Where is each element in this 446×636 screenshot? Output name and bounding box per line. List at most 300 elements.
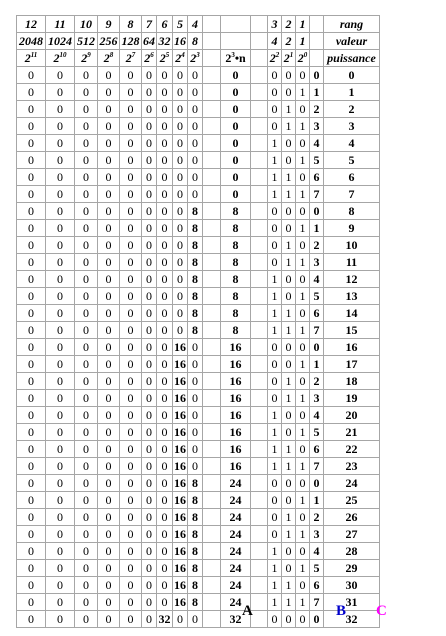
value-cell: 8 bbox=[188, 305, 203, 322]
column-b-value: 2 bbox=[310, 101, 324, 118]
column-c-value: 19 bbox=[324, 390, 380, 407]
power-exponent: 8 bbox=[109, 51, 114, 59]
value-cell: 0 bbox=[46, 101, 75, 118]
value-cell: 0 bbox=[46, 305, 75, 322]
gap-cell bbox=[251, 84, 268, 101]
spacer-cell bbox=[203, 424, 221, 441]
value-cell: 0 bbox=[142, 135, 157, 152]
value-cell: 0 bbox=[120, 237, 142, 254]
column-a-value: 8 bbox=[221, 237, 251, 254]
column-c-value: 17 bbox=[324, 356, 380, 373]
bit-cell: 1 bbox=[282, 322, 296, 339]
bit-cell: 0 bbox=[296, 339, 310, 356]
bit-cell: 1 bbox=[268, 186, 282, 203]
value-cell: 0 bbox=[98, 220, 120, 237]
value-cell: 0 bbox=[17, 577, 46, 594]
value-cell: 16 bbox=[174, 340, 186, 354]
value-cell: 0 bbox=[75, 169, 98, 186]
bit-cell: 1 bbox=[282, 441, 296, 458]
bit-cell: 0 bbox=[296, 135, 310, 152]
spacer-cell bbox=[203, 33, 221, 50]
value-cell: 0 bbox=[17, 424, 46, 441]
value-cell: 0 bbox=[46, 577, 75, 594]
bit-cell: 0 bbox=[268, 339, 282, 356]
value-cell: 0 bbox=[173, 169, 188, 186]
value-cell: 0 bbox=[17, 135, 46, 152]
column-a-value: 0 bbox=[221, 67, 251, 84]
column-a-value: 0 bbox=[221, 135, 251, 152]
column-c-value: 29 bbox=[324, 560, 380, 577]
value-cell: 0 bbox=[17, 339, 46, 356]
bit-cell: 0 bbox=[282, 475, 296, 492]
gap-cell bbox=[251, 135, 268, 152]
valeur-label: valeur bbox=[324, 33, 380, 50]
value-cell: 0 bbox=[75, 220, 98, 237]
value-cell: 0 bbox=[46, 152, 75, 169]
bit-cell: 1 bbox=[282, 169, 296, 186]
value-cell: 0 bbox=[46, 611, 75, 628]
bit-cell: 1 bbox=[268, 152, 282, 169]
value-cell: 0 bbox=[142, 373, 157, 390]
bit-cell: 1 bbox=[282, 186, 296, 203]
value-cell: 0 bbox=[120, 186, 142, 203]
value-cell: 0 bbox=[173, 84, 188, 101]
value-cell: 0 bbox=[17, 305, 46, 322]
table-row bbox=[17, 220, 380, 237]
puissance-cell bbox=[282, 50, 296, 67]
value-cell: 0 bbox=[157, 271, 173, 288]
value-cell: 0 bbox=[17, 475, 46, 492]
value-cell: 0 bbox=[157, 475, 173, 492]
column-a-value: 8 bbox=[221, 254, 251, 271]
gap-cell bbox=[251, 441, 268, 458]
value-cell: 16 bbox=[174, 357, 186, 371]
table-row bbox=[17, 424, 380, 441]
value-cell: 0 bbox=[17, 271, 46, 288]
column-b-value: 7 bbox=[310, 458, 324, 475]
value-cell: 0 bbox=[46, 169, 75, 186]
value-cell: 0 bbox=[142, 339, 157, 356]
value-cell: 0 bbox=[98, 288, 120, 305]
value-cell: 0 bbox=[188, 169, 203, 186]
value-cell: 0 bbox=[157, 305, 173, 322]
value-cell: 0 bbox=[157, 509, 173, 526]
value-cell: 0 bbox=[188, 458, 203, 475]
value-cell: 0 bbox=[17, 373, 46, 390]
column-b-value: 3 bbox=[310, 118, 324, 135]
value-cell: 0 bbox=[120, 373, 142, 390]
gap-cell bbox=[251, 526, 268, 543]
spacer-cell bbox=[203, 152, 221, 169]
value-cell: 0 bbox=[142, 526, 157, 543]
value-cell: 0 bbox=[17, 390, 46, 407]
value-cell: 0 bbox=[46, 203, 75, 220]
column-b-value: 0 bbox=[310, 339, 324, 356]
bit-cell: 1 bbox=[268, 543, 282, 560]
value-cell: 0 bbox=[46, 220, 75, 237]
value-cell: 0 bbox=[98, 560, 120, 577]
bit-cell: 0 bbox=[268, 509, 282, 526]
column-a-value: 16 bbox=[221, 390, 251, 407]
bit-cell: 1 bbox=[282, 305, 296, 322]
value-cell: 0 bbox=[75, 271, 98, 288]
value-cell: 0 bbox=[120, 118, 142, 135]
column-b-value: 6 bbox=[310, 169, 324, 186]
column-b-value: 1 bbox=[310, 356, 324, 373]
bit-cell: 1 bbox=[268, 560, 282, 577]
power-exponent: 11 bbox=[30, 51, 38, 59]
bit-cell: 0 bbox=[282, 492, 296, 509]
bit-cell: 1 bbox=[268, 169, 282, 186]
value-cell: 0 bbox=[142, 577, 157, 594]
value-cell: 0 bbox=[98, 169, 120, 186]
table-row bbox=[17, 186, 380, 203]
column-c-value: 4 bbox=[324, 135, 380, 152]
puissance-cell bbox=[46, 50, 75, 67]
bit-cell: 1 bbox=[268, 135, 282, 152]
value-cell: 0 bbox=[46, 492, 75, 509]
power-base: 2 bbox=[283, 51, 290, 65]
column-b-value: 0 bbox=[310, 67, 324, 84]
bit-cell: 1 bbox=[296, 356, 310, 373]
column-b-value: 4 bbox=[310, 407, 324, 424]
value-cell: 0 bbox=[75, 543, 98, 560]
value-cell: 0 bbox=[17, 509, 46, 526]
value-cell: 0 bbox=[157, 186, 173, 203]
value-cell: 8 bbox=[188, 203, 203, 220]
column-b-value: 5 bbox=[310, 424, 324, 441]
column-c-value: 13 bbox=[324, 288, 380, 305]
value-cell: 0 bbox=[75, 407, 98, 424]
spacer-cell bbox=[203, 271, 221, 288]
value-cell: 0 bbox=[188, 356, 203, 373]
bit-cell: 0 bbox=[296, 67, 310, 84]
value-cell: 0 bbox=[17, 237, 46, 254]
spacer-cell bbox=[203, 101, 221, 118]
column-a-value: 16 bbox=[221, 373, 251, 390]
bit-cell: 1 bbox=[282, 594, 296, 611]
spacer-cell bbox=[203, 118, 221, 135]
value-cell: 0 bbox=[75, 475, 98, 492]
spacer-cell bbox=[203, 322, 221, 339]
puissance-cell bbox=[17, 50, 46, 67]
value-cell: 0 bbox=[157, 458, 173, 475]
value-cell: 0 bbox=[142, 441, 157, 458]
value-cell: 0 bbox=[120, 84, 142, 101]
value-cell: 0 bbox=[173, 152, 188, 169]
gap-cell bbox=[251, 560, 268, 577]
column-c-value: 24 bbox=[324, 475, 380, 492]
value-cell: 0 bbox=[157, 220, 173, 237]
column-b-value: 7 bbox=[310, 186, 324, 203]
value-cell: 0 bbox=[120, 458, 142, 475]
value-cell: 0 bbox=[157, 322, 173, 339]
gap-cell bbox=[251, 543, 268, 560]
value-cell: 0 bbox=[142, 611, 157, 628]
value-cell: 0 bbox=[120, 288, 142, 305]
valeur-cell: 32 bbox=[158, 34, 171, 48]
gap-cell bbox=[251, 220, 268, 237]
value-cell: 0 bbox=[142, 475, 157, 492]
spacer-cell bbox=[203, 84, 221, 101]
value-cell: 0 bbox=[142, 543, 157, 560]
gap-cell bbox=[251, 203, 268, 220]
value-cell: 0 bbox=[17, 288, 46, 305]
value-cell: 16 bbox=[174, 408, 186, 422]
gap-cell bbox=[251, 152, 268, 169]
spacer-cell bbox=[203, 441, 221, 458]
bit-cell: 1 bbox=[268, 271, 282, 288]
bit-cell: 1 bbox=[296, 424, 310, 441]
value-cell: 0 bbox=[120, 271, 142, 288]
column-a-header-blank bbox=[221, 16, 251, 33]
value-cell: 0 bbox=[142, 203, 157, 220]
value-cell: 0 bbox=[46, 118, 75, 135]
gap-cell bbox=[251, 33, 268, 50]
column-a-value: 16 bbox=[221, 356, 251, 373]
spacer-cell bbox=[203, 560, 221, 577]
rang-cell: 2 bbox=[282, 16, 296, 33]
value-cell: 0 bbox=[46, 475, 75, 492]
value-cell: 0 bbox=[17, 611, 46, 628]
bit-cell: 1 bbox=[282, 118, 296, 135]
value-cell: 0 bbox=[75, 84, 98, 101]
value-cell: 0 bbox=[142, 407, 157, 424]
column-a-header-blank bbox=[221, 33, 251, 50]
power-base: 2 bbox=[175, 51, 182, 65]
bit-cell: 0 bbox=[296, 475, 310, 492]
value-cell: 0 bbox=[46, 67, 75, 84]
value-cell: 0 bbox=[75, 339, 98, 356]
column-b-value: 4 bbox=[310, 543, 324, 560]
valeur-cell: 64 bbox=[143, 34, 155, 48]
value-cell: 16 bbox=[174, 527, 186, 541]
rang-cell: 4 bbox=[188, 16, 203, 33]
value-cell: 0 bbox=[157, 288, 173, 305]
column-c-value: 10 bbox=[324, 237, 380, 254]
bit-cell: 1 bbox=[282, 577, 296, 594]
value-cell: 0 bbox=[120, 526, 142, 543]
bit-cell: 0 bbox=[282, 543, 296, 560]
value-cell: 0 bbox=[120, 509, 142, 526]
value-cell: 0 bbox=[142, 254, 157, 271]
value-cell: 0 bbox=[173, 271, 188, 288]
bit-cell: 0 bbox=[268, 373, 282, 390]
bit-cell: 1 bbox=[296, 492, 310, 509]
bit-cell: 1 bbox=[296, 526, 310, 543]
value-cell: 8 bbox=[188, 237, 203, 254]
header-row-rang bbox=[17, 16, 380, 33]
value-cell: 0 bbox=[46, 186, 75, 203]
value-cell: 0 bbox=[120, 407, 142, 424]
gap-cell bbox=[251, 356, 268, 373]
column-a-value: 24 bbox=[221, 475, 251, 492]
spacer-cell bbox=[203, 594, 221, 611]
power-exponent: 3 bbox=[231, 51, 235, 59]
bit-cell: 0 bbox=[268, 492, 282, 509]
value-cell: 0 bbox=[188, 373, 203, 390]
formula-suffix: •n bbox=[234, 51, 246, 65]
spacer-cell bbox=[203, 543, 221, 560]
bit-cell: 0 bbox=[268, 356, 282, 373]
value-cell: 0 bbox=[142, 67, 157, 84]
value-cell: 16 bbox=[174, 374, 186, 388]
value-cell: 0 bbox=[120, 101, 142, 118]
gap-cell bbox=[251, 509, 268, 526]
value-cell: 8 bbox=[188, 288, 203, 305]
bit-cell: 1 bbox=[268, 424, 282, 441]
value-cell: 0 bbox=[142, 186, 157, 203]
value-cell: 0 bbox=[17, 220, 46, 237]
column-c-value: 0 bbox=[324, 67, 380, 84]
value-cell: 0 bbox=[17, 322, 46, 339]
bit-cell: 0 bbox=[282, 220, 296, 237]
bit-cell: 0 bbox=[282, 84, 296, 101]
value-cell: 0 bbox=[120, 305, 142, 322]
table-row bbox=[17, 611, 380, 628]
value-cell: 0 bbox=[75, 152, 98, 169]
rang-cell: 8 bbox=[120, 16, 142, 33]
value-cell: 0 bbox=[46, 271, 75, 288]
value-cell: 0 bbox=[157, 101, 173, 118]
bit-cell: 1 bbox=[282, 254, 296, 271]
puissance-cell bbox=[98, 50, 120, 67]
value-cell: 0 bbox=[120, 492, 142, 509]
column-a-label: A bbox=[242, 603, 253, 619]
bit-cell: 0 bbox=[282, 271, 296, 288]
bit-cell: 1 bbox=[296, 390, 310, 407]
column-a-value: 24 bbox=[221, 543, 251, 560]
column-c-value: 16 bbox=[324, 339, 380, 356]
value-cell: 0 bbox=[188, 84, 203, 101]
column-c-value: 31 bbox=[324, 594, 380, 611]
value-cell: 0 bbox=[157, 67, 173, 84]
value-cell: 16 bbox=[174, 476, 186, 490]
column-a-value: 0 bbox=[221, 169, 251, 186]
bit-cell: 1 bbox=[268, 441, 282, 458]
value-cell: 0 bbox=[173, 288, 188, 305]
bit-cell: 0 bbox=[268, 475, 282, 492]
column-b-value: 3 bbox=[310, 390, 324, 407]
value-cell: 0 bbox=[98, 84, 120, 101]
value-cell: 0 bbox=[142, 84, 157, 101]
gap-cell bbox=[251, 50, 268, 67]
bit-cell: 0 bbox=[282, 203, 296, 220]
value-cell: 0 bbox=[120, 203, 142, 220]
power-exponent: 3 bbox=[196, 51, 200, 59]
value-cell: 0 bbox=[75, 305, 98, 322]
table-row bbox=[17, 203, 380, 220]
puissance-cell bbox=[142, 50, 157, 67]
gap-cell bbox=[251, 118, 268, 135]
column-a-value: 8 bbox=[221, 322, 251, 339]
column-b-value: 0 bbox=[310, 475, 324, 492]
bit-cell: 0 bbox=[268, 237, 282, 254]
rang-cell: 9 bbox=[98, 16, 120, 33]
value-cell: 0 bbox=[157, 492, 173, 509]
value-cell: 0 bbox=[17, 458, 46, 475]
gap-cell bbox=[251, 305, 268, 322]
table-row bbox=[17, 67, 380, 84]
valeur-cell: 1024 bbox=[46, 33, 75, 50]
bit-cell: 0 bbox=[296, 305, 310, 322]
power-base: 2 bbox=[53, 51, 60, 65]
value-cell: 0 bbox=[142, 492, 157, 509]
column-b-value: 6 bbox=[310, 441, 324, 458]
spacer-cell bbox=[203, 356, 221, 373]
bit-cell: 0 bbox=[296, 577, 310, 594]
column-c-value: 28 bbox=[324, 543, 380, 560]
puissance-cell bbox=[157, 50, 173, 67]
column-c-value: 18 bbox=[324, 373, 380, 390]
bit-cell: 1 bbox=[268, 305, 282, 322]
power-exponent: 6 bbox=[150, 51, 154, 59]
column-c-value: 12 bbox=[324, 271, 380, 288]
gap-cell bbox=[251, 611, 268, 628]
value-cell: 0 bbox=[188, 339, 203, 356]
value-cell: 0 bbox=[17, 594, 46, 611]
table-row bbox=[17, 543, 380, 560]
bit-cell: 1 bbox=[282, 237, 296, 254]
column-a-value: 24 bbox=[221, 594, 251, 611]
spacer-cell bbox=[203, 169, 221, 186]
spacer-cell bbox=[203, 509, 221, 526]
value-cell: 0 bbox=[157, 203, 173, 220]
value-cell: 0 bbox=[157, 373, 173, 390]
valeur-cell: 2 bbox=[282, 33, 296, 50]
power-exponent: 5 bbox=[165, 51, 170, 59]
value-cell: 0 bbox=[98, 594, 120, 611]
value-cell: 0 bbox=[75, 373, 98, 390]
table-row bbox=[17, 254, 380, 271]
power-base: 2 bbox=[297, 51, 304, 65]
value-cell: 0 bbox=[46, 339, 75, 356]
value-cell: 0 bbox=[120, 424, 142, 441]
value-cell: 0 bbox=[98, 118, 120, 135]
column-c-value: 1 bbox=[324, 84, 380, 101]
value-cell: 0 bbox=[75, 254, 98, 271]
value-cell: 0 bbox=[173, 203, 188, 220]
column-a-value: 16 bbox=[221, 424, 251, 441]
column-b-value: 3 bbox=[310, 254, 324, 271]
value-cell: 0 bbox=[98, 254, 120, 271]
value-cell: 0 bbox=[46, 390, 75, 407]
value-cell: 0 bbox=[17, 186, 46, 203]
spacer-cell bbox=[310, 50, 324, 67]
table-row bbox=[17, 458, 380, 475]
gap-cell bbox=[251, 186, 268, 203]
value-cell: 0 bbox=[46, 560, 75, 577]
power-base: 2 bbox=[225, 51, 232, 65]
valeur-cell: 4 bbox=[268, 33, 282, 50]
bit-cell: 0 bbox=[296, 543, 310, 560]
value-cell: 0 bbox=[120, 152, 142, 169]
spacer-cell bbox=[203, 492, 221, 509]
column-a-value: 0 bbox=[221, 152, 251, 169]
power-base: 2 bbox=[144, 51, 151, 65]
value-cell: 0 bbox=[17, 169, 46, 186]
bit-cell: 0 bbox=[296, 407, 310, 424]
puissance-cell bbox=[75, 50, 98, 67]
valeur-cell: 1 bbox=[296, 33, 310, 50]
value-cell: 0 bbox=[157, 152, 173, 169]
value-cell: 0 bbox=[142, 152, 157, 169]
value-cell: 0 bbox=[46, 543, 75, 560]
power-base: 2 bbox=[24, 51, 31, 65]
bit-cell: 0 bbox=[282, 67, 296, 84]
bit-cell: 0 bbox=[282, 407, 296, 424]
value-cell: 0 bbox=[17, 356, 46, 373]
